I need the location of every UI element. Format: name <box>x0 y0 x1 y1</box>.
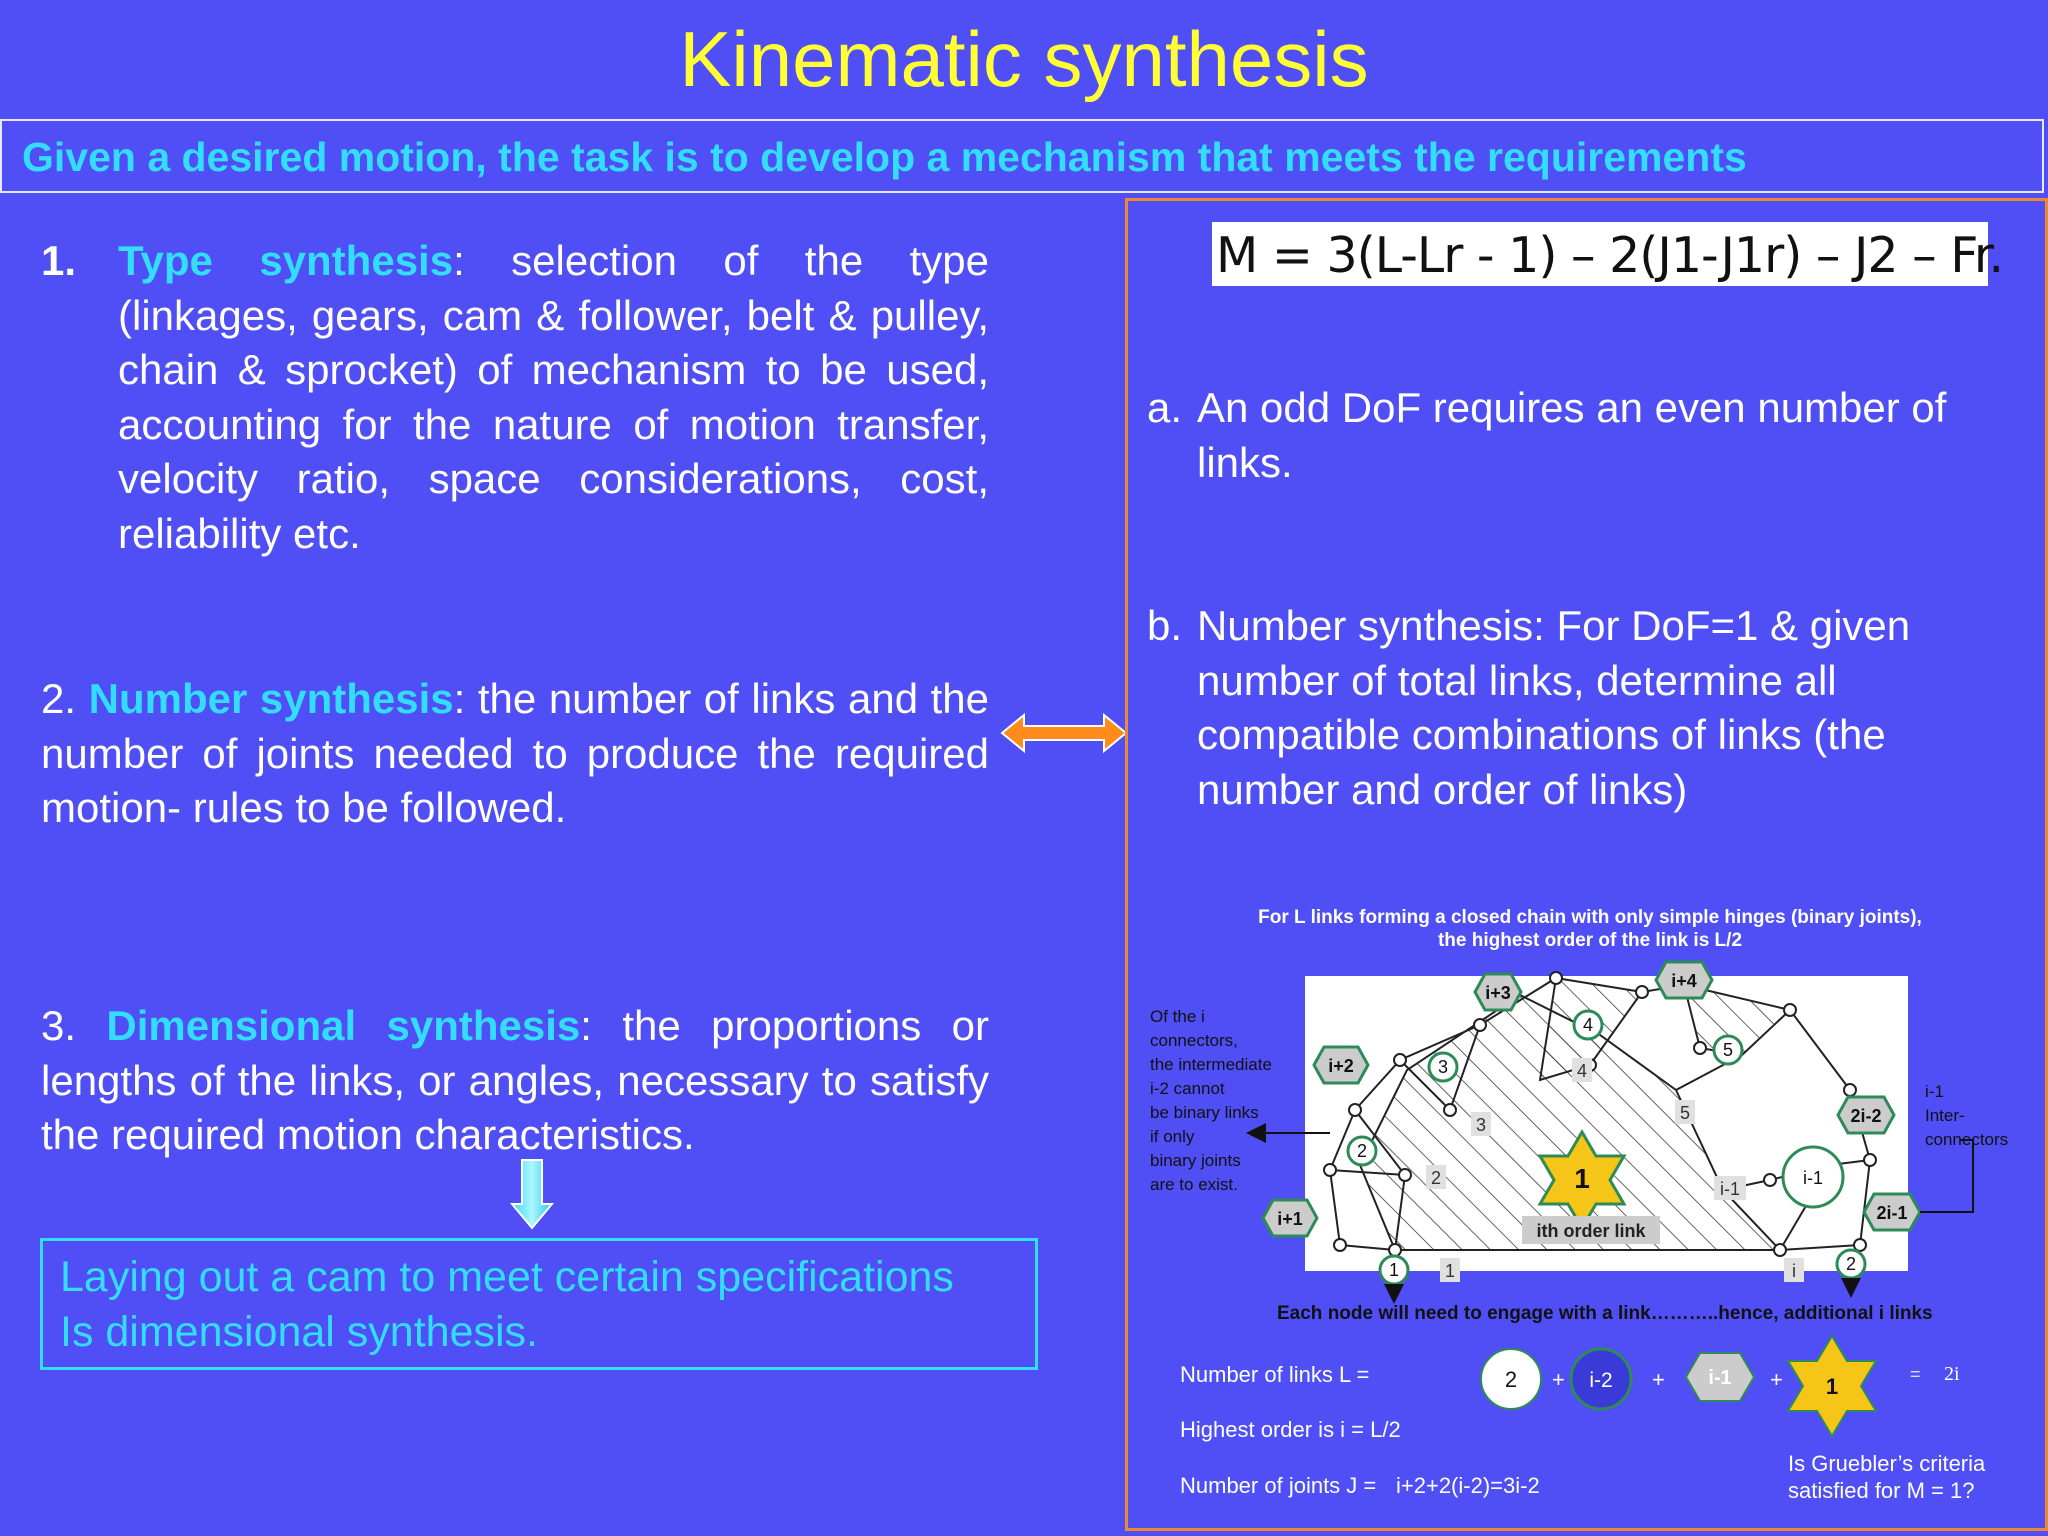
diagram-caption-line2: the highest order of the link is L/2 <box>1437 930 1743 951</box>
svg-text:connectors: connectors <box>1925 1130 2009 1149</box>
circle-label-3 <box>1429 1053 1457 1081</box>
plain-label-5 <box>1675 1100 1695 1124</box>
svg-text:i-1: i-1 <box>1719 1179 1741 1199</box>
left-note <box>1150 1007 1272 1194</box>
svg-text:3: 3 <box>1437 1057 1449 1077</box>
item-number: 2. <box>41 675 89 722</box>
svg-text:i: i <box>1792 1261 1796 1281</box>
right-note-bracket <box>1920 1140 1973 1212</box>
hex-label-2i-2 <box>1838 1097 1894 1133</box>
type-synthesis-item <box>41 234 989 561</box>
eq-term-2 <box>1481 1349 1541 1409</box>
circle-label-1 <box>1380 1256 1408 1284</box>
plain-label-1 <box>1440 1258 1460 1282</box>
svg-text:2: 2 <box>1356 1141 1368 1161</box>
svg-text:i-1: i-1 <box>1925 1082 1944 1101</box>
eq-term-i-2 <box>1571 1349 1631 1409</box>
point-b <box>1147 599 2027 817</box>
hex-label-2i-1 <box>1864 1194 1920 1230</box>
svg-text:4: 4 <box>1582 1015 1594 1035</box>
right-note <box>1925 1082 2008 1149</box>
svg-text:2i-1: 2i-1 <box>1876 1203 1908 1223</box>
svg-text:1: 1 <box>1444 1261 1456 1281</box>
svg-text:3: 3 <box>1475 1115 1487 1135</box>
svg-text:1: 1 <box>1388 1260 1400 1280</box>
plus-sign: + <box>1552 1367 1565 1392</box>
svg-text:Of the i: Of the i <box>1150 1007 1205 1026</box>
page-title: Kinematic synthesis <box>679 15 1369 103</box>
item-number: 3. <box>41 1002 107 1049</box>
svg-text:4: 4 <box>1576 1061 1588 1081</box>
svg-text:i-2: i-2 <box>1589 1369 1613 1392</box>
point-b-label: b. <box>1147 602 1183 649</box>
hex-label-i+2 <box>1314 1047 1368 1083</box>
svg-text:i-1: i-1 <box>1708 1367 1732 1389</box>
plus-sign: + <box>1652 1367 1665 1392</box>
big-circle-i-1 <box>1783 1147 1843 1207</box>
hex-label-i+1 <box>1263 1200 1317 1236</box>
joints-value: i+2+2(i-2)=3i-2 <box>1396 1473 1540 1498</box>
plain-label-2 <box>1426 1165 1446 1189</box>
svg-text:2: 2 <box>1845 1254 1857 1274</box>
node-note: Each node will need to engage with a link………..hence, additional i links <box>1277 1303 1933 1324</box>
svg-text:if only: if only <box>1150 1127 1195 1146</box>
svg-text:i+1: i+1 <box>1277 1209 1303 1229</box>
cam-example-line1: Laying out a cam to meet certain specifications <box>60 1253 954 1301</box>
svg-text:2: 2 <box>1430 1168 1442 1188</box>
joints-label: Number of joints J = <box>1180 1473 1377 1498</box>
svg-text:5: 5 <box>1722 1040 1734 1060</box>
plain-label-3 <box>1471 1112 1491 1136</box>
dimensional-synthesis-heading: Dimensional synthesis <box>106 1002 581 1049</box>
dimensional-synthesis-item <box>41 999 989 1163</box>
circle-label-2-right <box>1837 1250 1865 1278</box>
svg-text:are to exist.: are to exist. <box>1150 1175 1238 1194</box>
hex-label-i+3 <box>1475 974 1521 1010</box>
ith-order-link-label <box>1522 1216 1660 1244</box>
double-arrow-icon <box>1000 711 1130 755</box>
svg-text:i+3: i+3 <box>1485 983 1511 1003</box>
highest-order-text: Highest order is i = L/2 <box>1180 1417 1401 1442</box>
plain-label-i-1 <box>1714 1176 1746 1200</box>
gruebler-question-line1: Is Gruebler’s criteria <box>1788 1451 1986 1476</box>
diagram-caption-line1: For L links forming a closed chain with only simple hinges (binary joints), <box>1258 907 1922 928</box>
svg-text:i+4: i+4 <box>1671 971 1697 991</box>
equals-sign: = <box>1910 1364 1921 1384</box>
number-synthesis-text: : the number of links and the number of joints needed to produce the required motion- rules to be followed. <box>41 675 989 831</box>
point-a-text: An odd DoF requires an even number of links. <box>1197 384 1947 486</box>
number-synthesis-item <box>41 672 989 836</box>
plain-label-4 <box>1572 1058 1592 1082</box>
eq-term-star-icon <box>1788 1336 1876 1436</box>
circle-label-5 <box>1714 1036 1742 1064</box>
subtitle: Given a desired motion, the task is to develop a mechanism that meets the requirements <box>22 134 1747 180</box>
svg-text:binary joints: binary joints <box>1150 1151 1241 1170</box>
links-label: Number of links L = <box>1180 1362 1370 1387</box>
plus-sign: + <box>1770 1367 1783 1392</box>
dimensional-synthesis-text: : the proportions or lengths of the links, or angles, necessary to satisfy the required motion characteristics. <box>41 1002 989 1158</box>
point-b-text: Number synthesis: For DoF=1 & given number of total links, determine all compatible combinations of links (the number and order of links) <box>1197 602 1911 813</box>
gruebler-question-line2: satisfied for M = 1? <box>1788 1478 1975 1503</box>
eq-result: 2i <box>1944 1363 1960 1385</box>
type-synthesis-text: : selection of the type (linkages, gears, cam & follower, belt & pulley, chain & sprocket) of mechanism to be used, accounting for the nature of motion transfer, velocity ratio, space considerations, cost, reliability etc. <box>118 237 989 557</box>
svg-text:1: 1 <box>1825 1374 1839 1399</box>
svg-text:the intermediate: the intermediate <box>1150 1055 1272 1074</box>
circle-label-4 <box>1574 1011 1602 1039</box>
svg-text:2i-2: 2i-2 <box>1850 1106 1882 1126</box>
svg-text:1: 1 <box>1574 1163 1590 1194</box>
point-a <box>1147 381 2027 490</box>
circle-label-2 <box>1348 1137 1376 1165</box>
eq-term-i-1 <box>1686 1353 1754 1401</box>
svg-text:i+2: i+2 <box>1328 1056 1354 1076</box>
svg-text:be binary links: be binary links <box>1150 1103 1259 1122</box>
number-synthesis-heading: Number synthesis <box>88 675 454 722</box>
svg-text:ith order link: ith order link <box>1536 1221 1646 1241</box>
hex-label-i+4 <box>1656 962 1712 998</box>
down-arrow-icon <box>510 1158 554 1230</box>
svg-text:connectors,: connectors, <box>1150 1031 1238 1050</box>
item-number: 1. <box>41 237 77 284</box>
cam-example-text <box>60 1250 954 1360</box>
svg-text:5: 5 <box>1679 1103 1691 1123</box>
svg-text:i-2 cannot: i-2 cannot <box>1150 1079 1225 1098</box>
svg-text:i-1: i-1 <box>1802 1168 1824 1188</box>
plain-label-i <box>1784 1258 1804 1282</box>
mobility-formula: M = 3(L-Lr - 1) – 2(J1-J1r) – J2 – Fr. <box>1216 227 2004 284</box>
svg-text:2: 2 <box>1504 1367 1518 1392</box>
cam-example-line2: Is dimensional synthesis. <box>60 1308 538 1356</box>
closed-chain-diagram <box>1130 890 2045 1525</box>
point-a-label: a. <box>1147 384 1183 431</box>
svg-text:Inter-: Inter- <box>1925 1106 1965 1125</box>
type-synthesis-heading: Type synthesis <box>118 237 454 284</box>
